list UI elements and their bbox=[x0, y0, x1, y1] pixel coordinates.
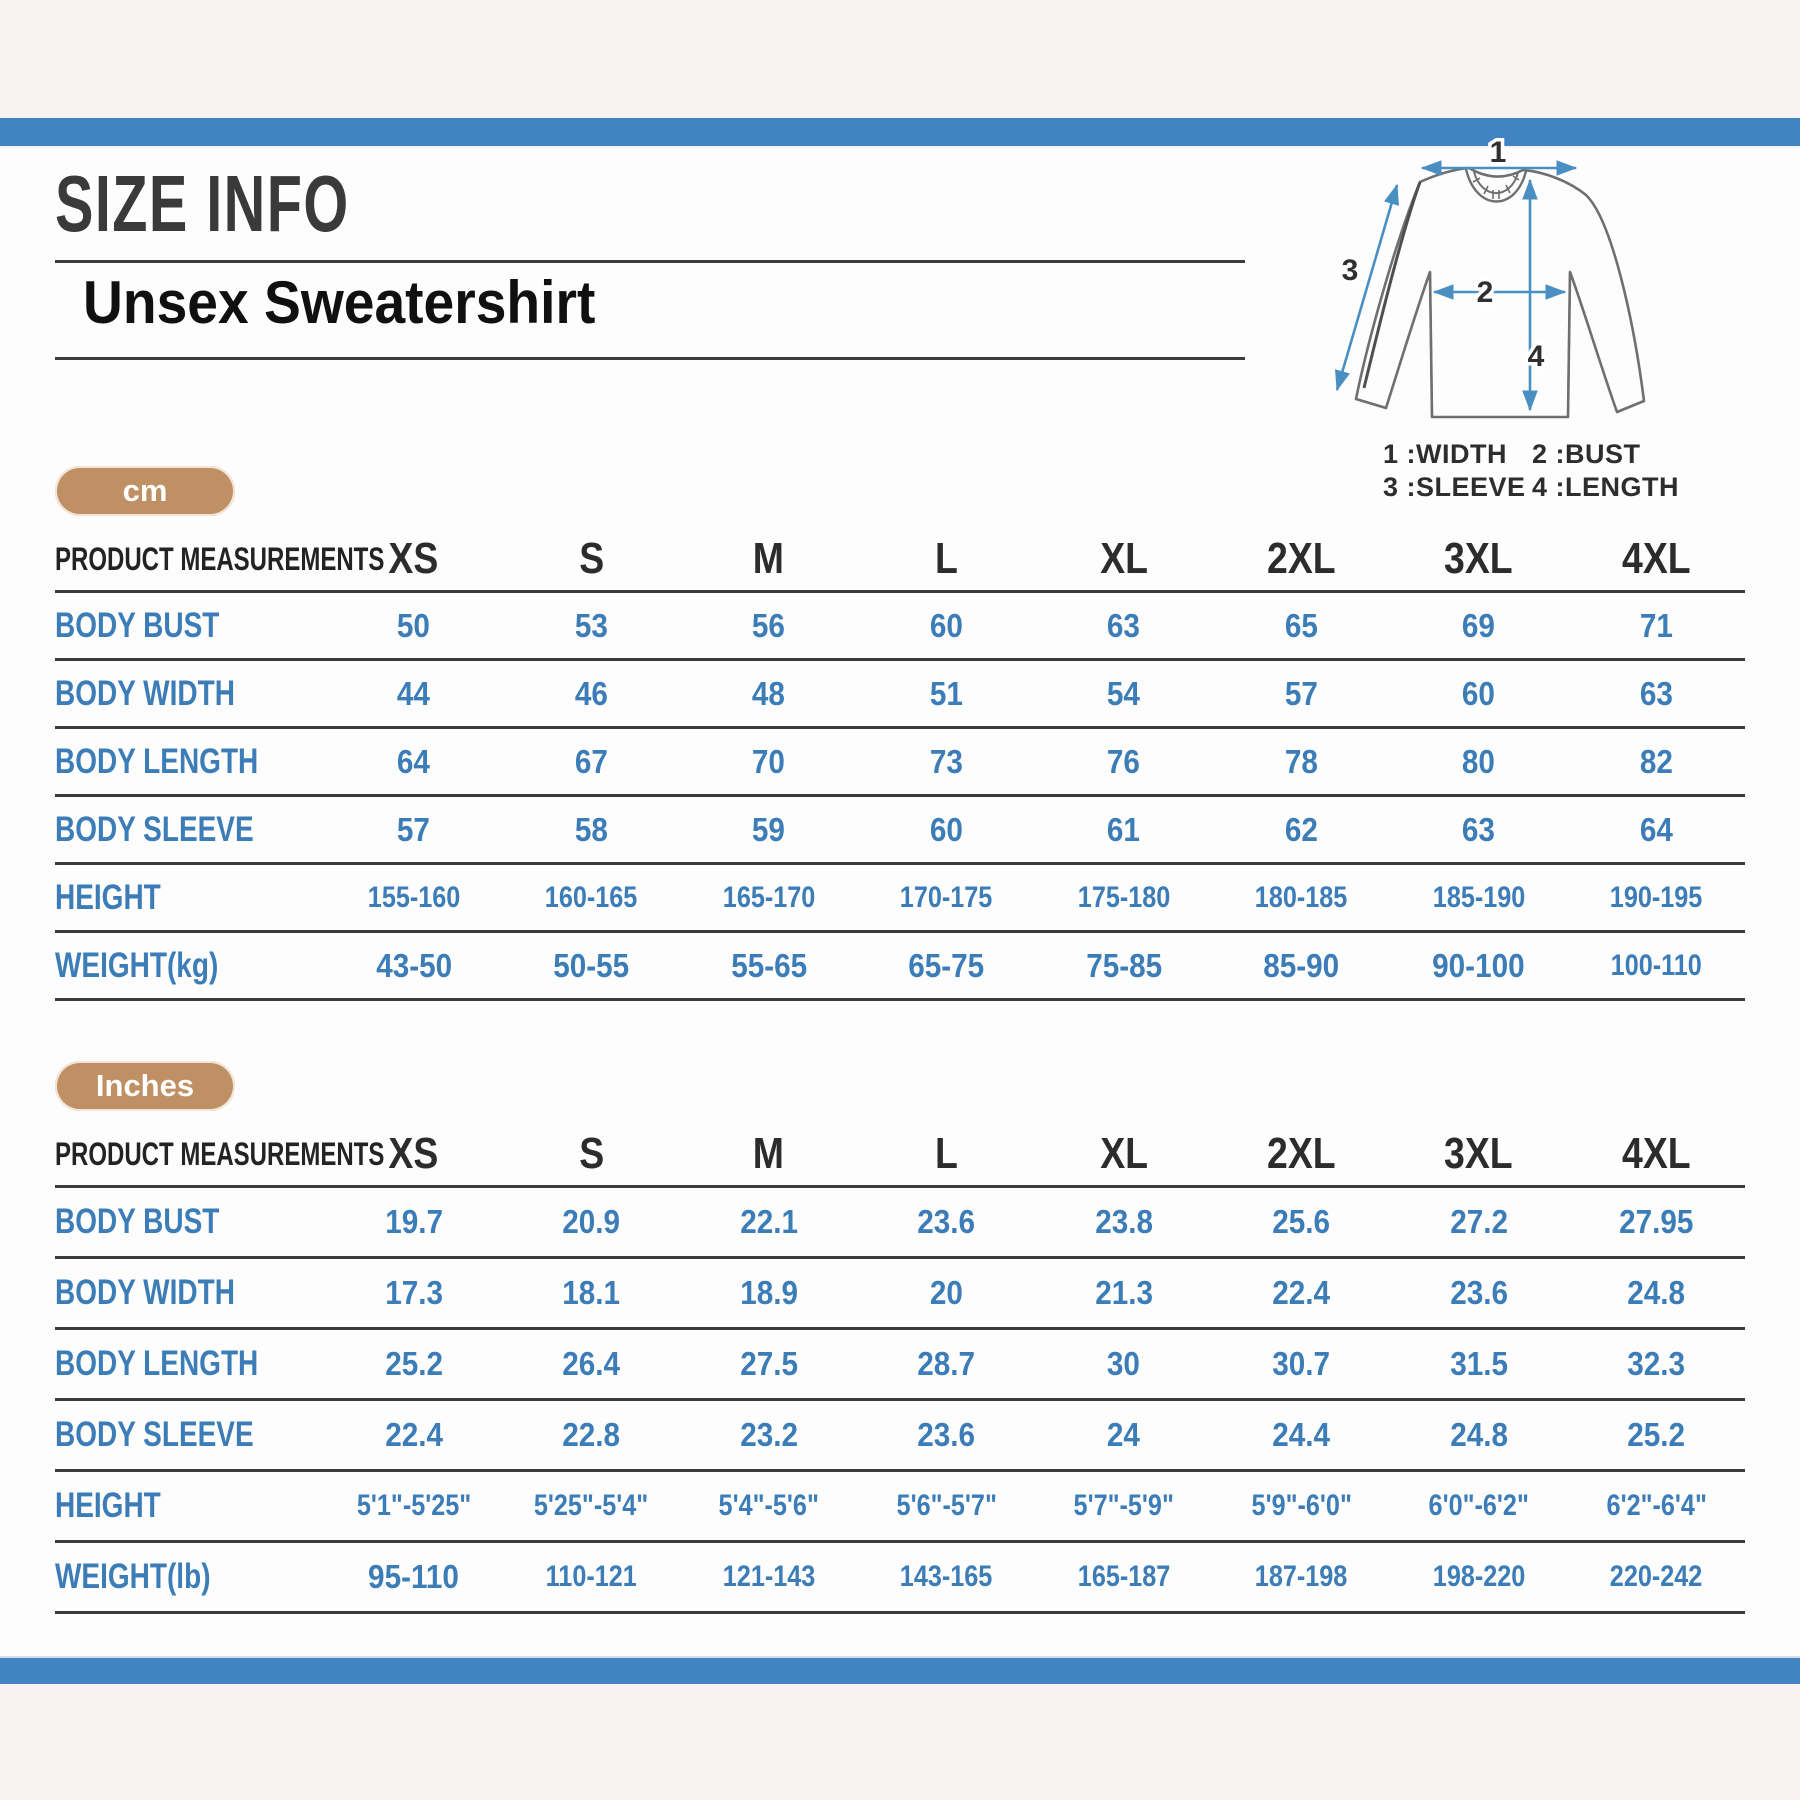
cell-value-text: 24 bbox=[1107, 1416, 1141, 1453]
cell-value bbox=[325, 675, 503, 713]
cell-value bbox=[325, 607, 503, 645]
cell-value bbox=[1035, 607, 1213, 645]
cell-value-text: 19.7 bbox=[384, 1203, 443, 1240]
cell-value-text: 190-195 bbox=[1609, 880, 1703, 914]
cell-value bbox=[1213, 811, 1391, 849]
table-row bbox=[55, 1259, 1745, 1330]
cell-value bbox=[325, 1489, 503, 1523]
cell-value bbox=[1213, 1203, 1391, 1241]
bottom-blue-bar bbox=[0, 1656, 1800, 1684]
row-label bbox=[55, 1202, 325, 1242]
cell-value bbox=[325, 1416, 503, 1454]
size-col-header-text: 2XL bbox=[1266, 534, 1336, 583]
cell-value-text: 65 bbox=[1284, 606, 1318, 644]
cell-value bbox=[1213, 1560, 1391, 1594]
size-col-header-text: XL bbox=[1099, 1129, 1148, 1178]
cell-value bbox=[858, 811, 1036, 849]
cell-value-text: 63 bbox=[1462, 810, 1496, 848]
cell-value bbox=[1390, 1560, 1568, 1594]
inches-size-table-section bbox=[55, 1061, 1745, 1614]
table-header-row bbox=[55, 1123, 1745, 1188]
measurements-header bbox=[55, 1135, 385, 1173]
cell-value bbox=[858, 1489, 1036, 1523]
size-col-header-text: XS bbox=[388, 534, 439, 583]
cell-value-text: 44 bbox=[397, 674, 431, 712]
size-col-header bbox=[1568, 534, 1746, 584]
cell-value-text: 22.1 bbox=[739, 1203, 798, 1240]
cell-value bbox=[1390, 607, 1568, 645]
size-col-header bbox=[1390, 534, 1568, 584]
row-label-text: BODY WIDTH bbox=[55, 1273, 235, 1312]
row-label-text: BODY WIDTH bbox=[55, 673, 235, 713]
cell-value bbox=[858, 947, 1036, 985]
cell-value bbox=[858, 1345, 1036, 1383]
cell-value bbox=[1390, 1489, 1568, 1523]
arrow-label-3: 3 bbox=[1341, 254, 1359, 287]
row-label-text: BODY BUST bbox=[55, 1202, 220, 1241]
cell-value-text: 25.2 bbox=[384, 1345, 443, 1382]
cell-value-text: 32.3 bbox=[1627, 1345, 1686, 1382]
cell-value-text: 51 bbox=[929, 674, 963, 712]
size-col-header-text: L bbox=[934, 534, 958, 583]
row-label-text: HEIGHT bbox=[55, 877, 161, 917]
cell-value bbox=[503, 743, 681, 781]
cell-value-text: 5'6"-5'7" bbox=[896, 1489, 997, 1522]
divider-line-bottom bbox=[55, 357, 1245, 360]
size-col-header bbox=[503, 534, 681, 584]
cell-value bbox=[325, 811, 503, 849]
cell-value bbox=[1390, 675, 1568, 713]
row-label bbox=[55, 742, 325, 782]
cell-value-text: 26.4 bbox=[562, 1345, 621, 1382]
cell-value-text: 63 bbox=[1639, 674, 1673, 712]
cell-value-text: 143-165 bbox=[899, 1560, 993, 1593]
cell-value-text: 67 bbox=[574, 742, 608, 780]
cell-value-text: 59 bbox=[752, 810, 786, 848]
row-label bbox=[55, 1486, 325, 1526]
cell-value bbox=[680, 1203, 858, 1241]
size-col-header-text: M bbox=[753, 534, 785, 583]
cell-value-text: 6'0"-6'2" bbox=[1428, 1489, 1529, 1522]
cell-value bbox=[680, 675, 858, 713]
row-label bbox=[55, 1344, 325, 1384]
size-col-header-text: 3XL bbox=[1444, 534, 1514, 583]
size-col-header-text: L bbox=[934, 1129, 958, 1178]
size-col-header bbox=[858, 1129, 1036, 1179]
cell-value bbox=[1213, 1416, 1391, 1454]
arrow-label-4: 4 bbox=[1527, 340, 1545, 373]
table-row bbox=[55, 1188, 1745, 1259]
cell-value-text: 165-170 bbox=[722, 880, 815, 914]
cell-value-text: 220-242 bbox=[1609, 1560, 1703, 1593]
cell-value bbox=[503, 1274, 681, 1312]
size-col-header bbox=[858, 534, 1036, 584]
cell-value-text: 31.5 bbox=[1449, 1345, 1508, 1382]
cell-value bbox=[1390, 1203, 1568, 1241]
cell-value bbox=[680, 881, 858, 915]
cell-value-text: 64 bbox=[1639, 810, 1673, 848]
main-content bbox=[0, 136, 1800, 1656]
size-col-header bbox=[1213, 534, 1391, 584]
cell-value bbox=[1390, 1274, 1568, 1312]
cell-value bbox=[325, 947, 503, 985]
cell-value bbox=[503, 1416, 681, 1454]
cell-value bbox=[503, 1489, 681, 1523]
size-col-header-text: 3XL bbox=[1444, 1129, 1514, 1178]
cell-value-text: 27.5 bbox=[739, 1345, 798, 1382]
cell-value-text: 71 bbox=[1639, 606, 1673, 644]
table-row bbox=[55, 1330, 1745, 1401]
table-row bbox=[55, 661, 1745, 729]
cell-value-text: 48 bbox=[752, 674, 786, 712]
cell-value-text: 180-185 bbox=[1254, 880, 1348, 914]
cell-value-text: 50 bbox=[397, 606, 431, 644]
cell-value-text: 65-75 bbox=[908, 946, 985, 984]
size-col-header bbox=[1035, 1129, 1213, 1179]
cell-value bbox=[1035, 947, 1213, 985]
cell-value bbox=[1213, 743, 1391, 781]
cell-value-text: 24.8 bbox=[1627, 1274, 1686, 1311]
cell-value bbox=[1568, 743, 1746, 781]
cell-value bbox=[858, 1274, 1036, 1312]
legend-item-length: 4 :LENGTH bbox=[1532, 472, 1680, 502]
cell-value bbox=[1390, 811, 1568, 849]
cell-value-text: 100-110 bbox=[1610, 948, 1702, 982]
measurements-header-text: PRODUCT MEASUREMENTS bbox=[55, 540, 385, 577]
cell-value-text: 25.6 bbox=[1272, 1203, 1331, 1240]
cell-value bbox=[1213, 1274, 1391, 1312]
cell-value-text: 110-121 bbox=[545, 1560, 637, 1593]
sweatshirt-outline-svg bbox=[1170, 122, 1730, 507]
cell-value bbox=[1568, 1345, 1746, 1383]
cell-value bbox=[503, 675, 681, 713]
cell-value bbox=[1568, 607, 1746, 645]
size-col-header bbox=[503, 1129, 681, 1179]
row-label bbox=[55, 878, 325, 918]
cell-value bbox=[503, 607, 681, 645]
cell-value bbox=[1035, 1274, 1213, 1312]
cell-value-text: 25.2 bbox=[1627, 1416, 1686, 1453]
cell-value bbox=[503, 947, 681, 985]
cell-value-text: 75-85 bbox=[1085, 946, 1162, 984]
arrow-label-2: 2 bbox=[1476, 276, 1494, 309]
cm-size-table bbox=[55, 528, 1745, 1001]
cell-value bbox=[680, 1489, 858, 1523]
cell-value bbox=[858, 743, 1036, 781]
table-row bbox=[55, 865, 1745, 933]
cell-value bbox=[858, 1203, 1036, 1241]
cell-value bbox=[1213, 947, 1391, 985]
row-label bbox=[55, 810, 325, 850]
legend-item-bust: 2 :BUST bbox=[1532, 439, 1641, 469]
cell-value-text: 23.8 bbox=[1094, 1203, 1153, 1240]
cell-value bbox=[1390, 743, 1568, 781]
cell-value bbox=[680, 1416, 858, 1454]
row-label bbox=[55, 674, 325, 714]
cell-value bbox=[1568, 1560, 1746, 1594]
table-row bbox=[55, 1401, 1745, 1472]
table-row bbox=[55, 593, 1745, 661]
cell-value bbox=[503, 1203, 681, 1241]
cell-value-text: 61 bbox=[1107, 810, 1141, 848]
size-col-header-text: 4XL bbox=[1621, 1129, 1691, 1178]
cell-value-text: 57 bbox=[397, 810, 431, 848]
cell-value-text: 20.9 bbox=[562, 1203, 621, 1240]
size-col-header-text: 2XL bbox=[1266, 1129, 1336, 1178]
row-label bbox=[55, 1273, 325, 1313]
cell-value bbox=[503, 1345, 681, 1383]
cell-value-text: 78 bbox=[1284, 742, 1318, 780]
row-label-text: WEIGHT(kg) bbox=[55, 945, 219, 985]
table-row bbox=[55, 1472, 1745, 1543]
cell-value-text: 85-90 bbox=[1263, 946, 1340, 984]
sweatshirt-diagram bbox=[1170, 122, 1730, 507]
cell-value bbox=[1568, 1203, 1746, 1241]
cell-value-text: 23.6 bbox=[917, 1203, 976, 1240]
cell-value-text: 23.2 bbox=[739, 1416, 798, 1453]
cell-value-text: 30 bbox=[1107, 1345, 1141, 1382]
inches-size-table bbox=[55, 1123, 1745, 1614]
cell-value-text: 121-143 bbox=[722, 1560, 815, 1593]
cell-value-text: 50-55 bbox=[553, 946, 630, 984]
table-row bbox=[55, 933, 1745, 1001]
cell-value-text: 28.7 bbox=[917, 1345, 976, 1382]
cell-value-text: 24.8 bbox=[1449, 1416, 1508, 1453]
cell-value-text: 185-190 bbox=[1432, 880, 1525, 914]
unit-badge-inches: Inches bbox=[55, 1061, 235, 1111]
table-header-row bbox=[55, 528, 1745, 593]
size-col-header bbox=[1035, 534, 1213, 584]
size-col-header bbox=[1568, 1129, 1746, 1179]
cell-value bbox=[1213, 1345, 1391, 1383]
cell-value bbox=[1568, 1489, 1746, 1523]
cell-value bbox=[1568, 881, 1746, 915]
cell-value bbox=[858, 607, 1036, 645]
cell-value-text: 64 bbox=[397, 742, 431, 780]
cell-value-text: 23.6 bbox=[917, 1416, 976, 1453]
cell-value-text: 5'9"-6'0" bbox=[1251, 1489, 1352, 1522]
cell-value-text: 70 bbox=[752, 742, 786, 780]
row-label-text: BODY LENGTH bbox=[55, 1344, 259, 1383]
cell-value-text: 53 bbox=[574, 606, 608, 644]
cell-value bbox=[325, 1274, 503, 1312]
cell-value-text: 95-110 bbox=[368, 1558, 460, 1595]
legend-item-sleeve: 3 :SLEEVE bbox=[1383, 472, 1526, 502]
table-row bbox=[55, 1543, 1745, 1614]
table-row bbox=[55, 797, 1745, 865]
cell-value-text: 175-180 bbox=[1077, 880, 1170, 914]
row-label bbox=[55, 1557, 325, 1597]
bottom-margin-band bbox=[0, 1684, 1800, 1800]
size-col-header-text: S bbox=[578, 1129, 604, 1178]
cell-value bbox=[325, 1345, 503, 1383]
cell-value-text: 22.4 bbox=[384, 1416, 443, 1453]
unit-badge-cm: cm bbox=[55, 466, 235, 516]
cell-value-text: 69 bbox=[1462, 606, 1496, 644]
cell-value bbox=[503, 881, 681, 915]
cell-value bbox=[1035, 1489, 1213, 1523]
cell-value bbox=[858, 675, 1036, 713]
cell-value bbox=[1213, 607, 1391, 645]
cell-value-text: 165-187 bbox=[1077, 1560, 1170, 1593]
cell-value bbox=[858, 1560, 1036, 1594]
cell-value-text: 170-175 bbox=[899, 880, 993, 914]
cell-value-text: 187-198 bbox=[1254, 1560, 1348, 1593]
cell-value bbox=[325, 881, 503, 915]
cell-value-text: 5'1"-5'25" bbox=[356, 1489, 471, 1522]
size-col-header-text: XL bbox=[1099, 534, 1148, 583]
cell-value bbox=[1390, 947, 1568, 985]
cell-value-text: 18.1 bbox=[562, 1274, 621, 1311]
size-col-header-text: S bbox=[578, 534, 604, 583]
size-col-header bbox=[680, 534, 858, 584]
cell-value-text: 6'2"-6'4" bbox=[1606, 1489, 1707, 1522]
cell-value-text: 56 bbox=[752, 606, 786, 644]
cell-value bbox=[325, 743, 503, 781]
cell-value-text: 18.9 bbox=[739, 1274, 798, 1311]
size-col-header-text: 4XL bbox=[1621, 534, 1691, 583]
size-col-header-text: M bbox=[753, 1129, 785, 1178]
cell-value-text: 20 bbox=[929, 1274, 963, 1311]
cell-value bbox=[858, 1416, 1036, 1454]
cell-value-text: 5'25"-5'4" bbox=[534, 1489, 649, 1522]
cell-value bbox=[1213, 1489, 1391, 1523]
row-label-text: BODY SLEEVE bbox=[55, 1415, 254, 1454]
row-label bbox=[55, 1415, 325, 1455]
cell-value-text: 46 bbox=[574, 674, 608, 712]
cell-value-text: 80 bbox=[1462, 742, 1496, 780]
cell-value bbox=[1213, 675, 1391, 713]
cell-value bbox=[1568, 949, 1746, 983]
cell-value-text: 63 bbox=[1107, 606, 1141, 644]
page-subtitle: Unsex Sweatershirt bbox=[83, 269, 596, 336]
cell-value-text: 54 bbox=[1107, 674, 1141, 712]
cell-value bbox=[1568, 1274, 1746, 1312]
cell-value-text: 23.6 bbox=[1449, 1274, 1508, 1311]
cell-value-text: 58 bbox=[574, 810, 608, 848]
legend-item-width: 1 :WIDTH bbox=[1383, 439, 1507, 469]
size-col-header bbox=[1390, 1129, 1568, 1179]
cell-value-text: 60 bbox=[1462, 674, 1496, 712]
cell-value bbox=[1390, 881, 1568, 915]
cell-value bbox=[680, 1345, 858, 1383]
cell-value-text: 60 bbox=[929, 606, 963, 644]
cell-value-text: 60 bbox=[929, 810, 963, 848]
cell-value bbox=[680, 1560, 858, 1594]
cell-value bbox=[503, 1560, 681, 1594]
cell-value bbox=[1390, 1416, 1568, 1454]
row-label-text: BODY BUST bbox=[55, 605, 220, 645]
size-col-header-text: XS bbox=[388, 1129, 439, 1178]
cell-value bbox=[1035, 1345, 1213, 1383]
row-label-text: BODY SLEEVE bbox=[55, 809, 254, 849]
row-label-text: WEIGHT(lb) bbox=[55, 1557, 211, 1596]
cell-value-text: 21.3 bbox=[1094, 1274, 1153, 1311]
cell-value-text: 155-160 bbox=[367, 880, 460, 914]
size-col-header bbox=[1213, 1129, 1391, 1179]
measurements-header bbox=[55, 540, 385, 578]
arrow-label-1: 1 bbox=[1489, 136, 1507, 169]
cell-value-text: 73 bbox=[929, 742, 963, 780]
cell-value-text: 198-220 bbox=[1432, 1560, 1525, 1593]
cell-value bbox=[680, 1274, 858, 1312]
cm-size-table-section bbox=[55, 466, 1745, 1001]
cell-value bbox=[1035, 743, 1213, 781]
cell-value bbox=[1035, 811, 1213, 849]
cell-value bbox=[325, 1558, 503, 1596]
cell-value-text: 27.95 bbox=[1619, 1203, 1694, 1240]
row-label-text: HEIGHT bbox=[55, 1486, 161, 1525]
cell-value bbox=[680, 743, 858, 781]
cell-value bbox=[1035, 1560, 1213, 1594]
cell-value-text: 76 bbox=[1107, 742, 1141, 780]
page-title: SIZE INFO bbox=[55, 159, 350, 248]
cell-value bbox=[1390, 1345, 1568, 1383]
cell-value-text: 22.8 bbox=[562, 1416, 621, 1453]
cell-value-text: 27.2 bbox=[1449, 1203, 1508, 1240]
cell-value-text: 55-65 bbox=[730, 946, 807, 984]
cell-value bbox=[680, 947, 858, 985]
cell-value bbox=[680, 811, 858, 849]
cell-value bbox=[503, 811, 681, 849]
cell-value bbox=[1035, 1416, 1213, 1454]
row-label bbox=[55, 606, 325, 646]
cell-value bbox=[1568, 675, 1746, 713]
cell-value-text: 43-50 bbox=[375, 946, 452, 984]
cell-value-text: 62 bbox=[1284, 810, 1318, 848]
row-label-text: BODY LENGTH bbox=[55, 741, 259, 781]
cell-value bbox=[1035, 1203, 1213, 1241]
cell-value-text: 22.4 bbox=[1272, 1274, 1331, 1311]
cell-value bbox=[1035, 881, 1213, 915]
cell-value-text: 82 bbox=[1639, 742, 1673, 780]
cell-value bbox=[325, 1203, 503, 1241]
cell-value-text: 5'4"-5'6" bbox=[718, 1489, 819, 1522]
cell-value bbox=[1035, 675, 1213, 713]
row-label bbox=[55, 946, 325, 986]
cell-value-text: 30.7 bbox=[1272, 1345, 1331, 1382]
size-col-header bbox=[680, 1129, 858, 1179]
cell-value-text: 90-100 bbox=[1432, 946, 1525, 984]
cell-value-text: 5'7"-5'9" bbox=[1073, 1489, 1174, 1522]
cell-value bbox=[1213, 881, 1391, 915]
cell-value bbox=[680, 607, 858, 645]
cell-value-text: 24.4 bbox=[1272, 1416, 1331, 1453]
cell-value bbox=[1568, 1416, 1746, 1454]
measurements-header-text: PRODUCT MEASUREMENTS bbox=[55, 1135, 385, 1172]
cell-value-text: 160-165 bbox=[544, 880, 638, 914]
cell-value-text: 17.3 bbox=[384, 1274, 443, 1311]
top-margin-band bbox=[0, 0, 1800, 118]
table-row bbox=[55, 729, 1745, 797]
cell-value bbox=[858, 881, 1036, 915]
cell-value-text: 57 bbox=[1284, 674, 1318, 712]
cell-value bbox=[1568, 811, 1746, 849]
